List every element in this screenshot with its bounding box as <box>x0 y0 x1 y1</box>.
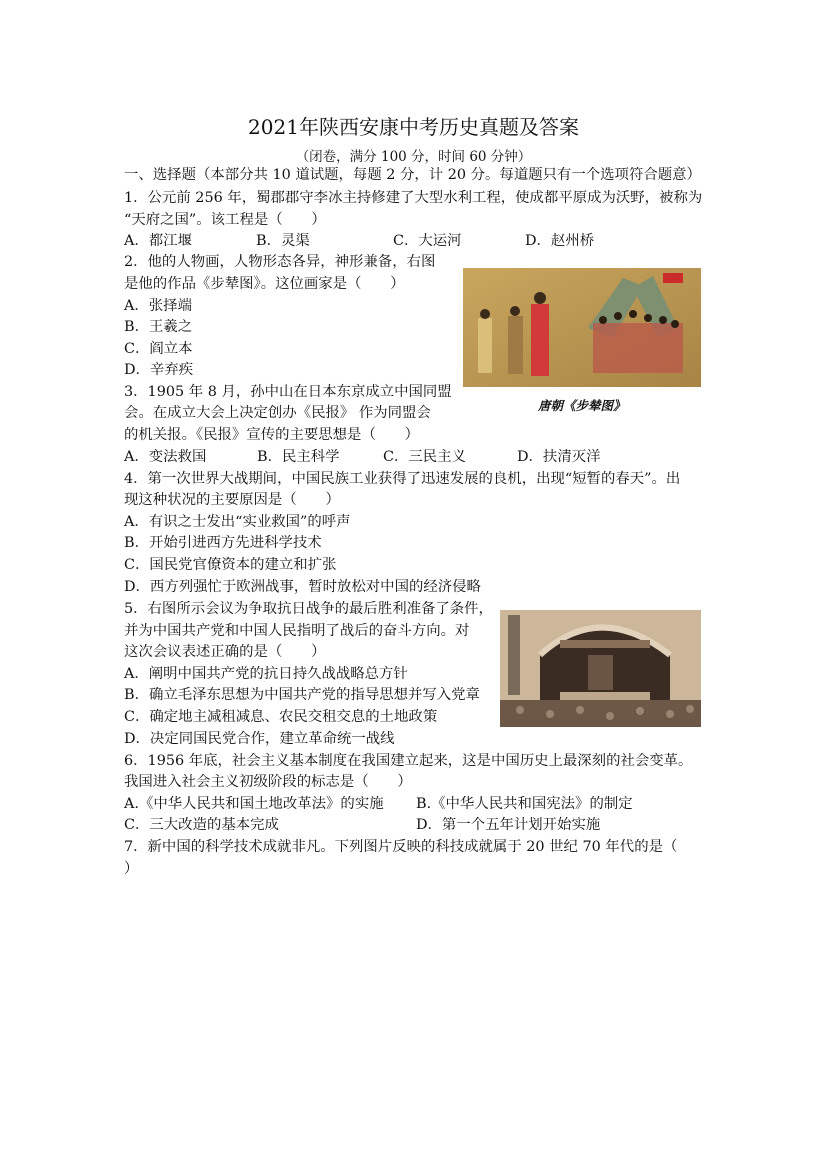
option-b: B．开始引进西方先进科学技术 <box>124 535 322 551</box>
option-b: B．王羲之 <box>124 319 193 335</box>
option-a: A．变法救国 <box>124 449 207 465</box>
option-a: A．有识之士发出“实业救国”的呼声 <box>124 514 351 530</box>
option-a: A．阐明中国共产党的抗日持久战战略总方针 <box>124 666 408 682</box>
painting-caption: 唐朝《步辇图》 <box>538 398 626 413</box>
option-d: D．辛弃疾 <box>124 362 194 378</box>
page-title: 2021年陕西安康中考历史真题及答案 <box>248 115 579 139</box>
exam-info: （闭卷，满分 100 分，时间 60 分钟） <box>295 149 532 165</box>
question-text: 7．新中国的科学技术成就非凡。下列图片反映的科技成就属于 20 世纪 70 年代的是（ <box>124 839 678 855</box>
option-c: C．三大改造的基本完成 <box>124 817 279 833</box>
option-c: C．三民主义 <box>383 449 466 465</box>
question-text: 这次会议表述正确的是（ ） <box>124 644 326 660</box>
option-b: B．确立毛泽东思想为中国共产党的指导思想并写入党章 <box>124 687 480 703</box>
option-d: D．扶清灭洋 <box>517 449 601 465</box>
question-text: 4．第一次世界大战期间，中国民族工业获得了迅速发展的良机，出现“短暂的春天”。出 <box>124 471 681 487</box>
option-b: B.《中华人民共和国宪法》的制定 <box>416 796 633 812</box>
option-a: A．张择端 <box>124 298 192 314</box>
option-d: D．赵州桥 <box>525 233 595 249</box>
question-text: 2．他的人物画，人物形态各异，神形兼备，右图 <box>124 254 436 270</box>
option-a: A．都江堰 <box>124 233 192 249</box>
option-d: D．第一个五年计划开始实施 <box>416 817 601 833</box>
question-text: 现这种状况的主要原因是（ ） <box>124 492 340 508</box>
meeting-photo <box>500 610 701 727</box>
question-text: 的机关报。《民报》宣传的主要思想是（ ） <box>124 427 420 443</box>
question-text: 5．右图所示会议为争取抗日战争的最后胜利准备了条件， <box>124 601 493 617</box>
painting-image <box>463 268 701 387</box>
question-text: 3．1905 年 8 月，孙中山在日本东京成立中国同盟 <box>124 384 452 400</box>
option-c: C．大运河 <box>393 233 462 249</box>
question-text: 我国进入社会主义初级阶段的标志是（ ） <box>124 774 412 790</box>
question-text: 会。在成立大会上决定创办《民报》 作为同盟会 <box>124 405 431 421</box>
question-text: 并为中国共产党和中国人民指明了战后的奋斗方向。对 <box>124 623 470 639</box>
option-c: C．阎立本 <box>124 341 193 357</box>
option-b: B．民主科学 <box>257 449 340 465</box>
option-c: C．确定地主减租减息、农民交租交息的土地政策 <box>124 709 438 725</box>
option-b: B．灵渠 <box>256 233 310 249</box>
question-text: ） <box>124 861 139 877</box>
option-a: A.《中华人民共和国土地改革法》的实施 <box>124 796 384 812</box>
option-c: C．国民党官僚资本的建立和扩张 <box>124 557 337 573</box>
question-text: 1．公元前 256 年，蜀郡郡守李冰主持修建了大型水利工程，使成都平原成为沃野，被称为 <box>124 190 703 206</box>
section-heading: 一、选择题（本部分共 10 道试题，每题 2 分，计 20 分。每道题只有一个选项符合题意） <box>124 167 701 183</box>
question-text: “天府之国”。该工程是（ ） <box>124 212 326 228</box>
question-text: 6．1956 年底，社会主义基本制度在我国建立起来，这是中国历史上最深刻的社会变革。 <box>124 753 693 769</box>
option-d: D．西方列强忙于欧洲战事，暂时放松对中国的经济侵略 <box>124 579 481 595</box>
option-d: D．决定同国民党合作，建立革命统一战线 <box>124 731 395 747</box>
question-text: 是他的作品《步辇图》。这位画家是（ ） <box>124 276 405 292</box>
